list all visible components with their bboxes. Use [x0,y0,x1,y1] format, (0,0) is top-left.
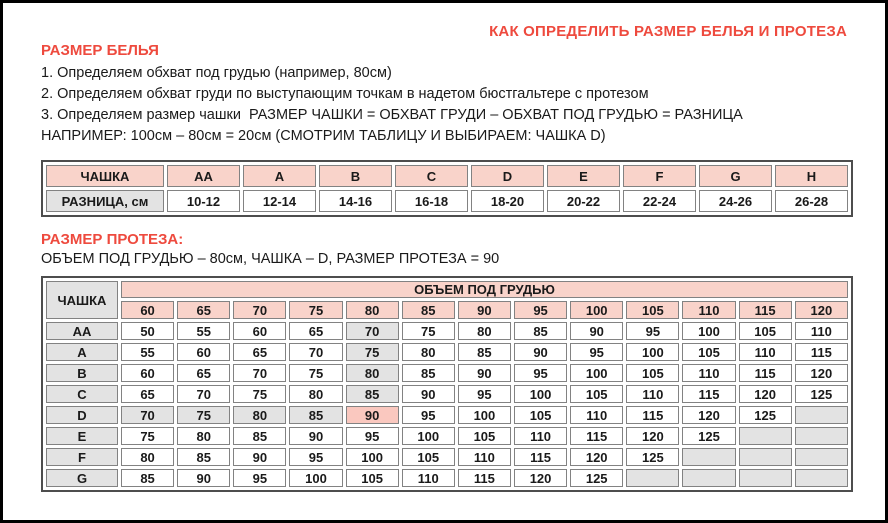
size-cell: 60 [177,343,230,361]
size-cell: 110 [795,322,848,340]
cup-header-cell: H [775,165,848,187]
size-cell: 70 [177,385,230,403]
difference-cell: 12-14 [243,190,316,212]
prosthesis-corner-label: ЧАШКА [46,281,118,319]
size-cell: 120 [626,427,679,445]
cup-row-label: G [46,469,118,487]
size-cell: 100 [402,427,455,445]
size-cell: 100 [346,448,399,466]
size-cell [739,427,792,445]
size-cell: 75 [402,322,455,340]
difference-cell: 20-22 [547,190,620,212]
cup-table-difference-row [46,190,848,212]
volume-header-cell: 105 [626,301,679,319]
instructions-list [41,63,847,147]
difference-row-label: РАЗНИЦА, см [46,190,164,212]
size-cell: 115 [570,427,623,445]
volume-header-cell: 80 [346,301,399,319]
size-cell: 125 [570,469,623,487]
cup-row-label: А [46,343,118,361]
size-cell: 110 [626,385,679,403]
size-cell: 90 [402,385,455,403]
size-cell: 100 [458,406,511,424]
size-cell: 95 [570,343,623,361]
size-cell: 105 [626,364,679,382]
size-cell: 105 [570,385,623,403]
size-cell: 120 [739,385,792,403]
size-cell: 65 [289,322,342,340]
size-cell: 80 [346,364,399,382]
size-cell: 90 [233,448,286,466]
size-cell: 110 [570,406,623,424]
underbust-span-header: ОБЪЕМ ПОД ГРУДЬЮ [121,281,848,298]
size-cell: 80 [121,448,174,466]
cup-row-label: E [46,427,118,445]
cup-header-cell: G [699,165,772,187]
size-cell [795,448,848,466]
size-cell: 90 [514,343,567,361]
size-cell: 125 [626,448,679,466]
size-cell [682,469,735,487]
size-cell: 115 [626,406,679,424]
size-cell: 100 [570,364,623,382]
cup-row-label: АА [46,322,118,340]
size-cell: 75 [289,364,342,382]
size-cell: 95 [626,322,679,340]
size-cell: 120 [570,448,623,466]
size-cell: 105 [402,448,455,466]
size-cell: 85 [458,343,511,361]
size-row-C [46,385,848,403]
volume-header-cell: 65 [177,301,230,319]
size-cell: 115 [514,448,567,466]
size-cell: 80 [177,427,230,445]
instruction-step-1: 1. Определяем обхват под грудью (например, 80см) [41,65,392,81]
size-cell: 125 [795,385,848,403]
cup-header-cell: F [623,165,696,187]
cup-header-cell: E [547,165,620,187]
size-cell: 100 [514,385,567,403]
volume-header-cell: 60 [121,301,174,319]
size-cell: 75 [346,343,399,361]
size-cell: 105 [739,322,792,340]
size-cell: 90 [458,364,511,382]
size-cell: 85 [233,427,286,445]
volume-header-cell: 100 [570,301,623,319]
instruction-step-2: 2. Определяем обхват груди по выступающим точкам в надетом бюстгальтере с протезом [41,86,649,102]
size-cell: 110 [402,469,455,487]
size-cell: 105 [514,406,567,424]
size-cell [739,469,792,487]
cup-header-cell: C [395,165,468,187]
size-cell: 85 [121,469,174,487]
volume-header-row [46,301,848,319]
size-cell: 55 [121,343,174,361]
size-cell: 80 [289,385,342,403]
difference-cell: 22-24 [623,190,696,212]
cup-size-table [41,160,853,217]
size-cell: 115 [739,364,792,382]
size-cell: 125 [739,406,792,424]
cup-row-label: D [46,406,118,424]
instruction-example: НАПРИМЕР: 100см – 80см = 20см (СМОТРИМ ТАБЛИЦУ И ВЫБИРАЕМ: ЧАШКА D) [41,128,606,144]
size-cell: 115 [682,385,735,403]
size-cell: 65 [177,364,230,382]
size-cell: 115 [458,469,511,487]
size-row-F [46,448,848,466]
volume-header-cell: 120 [795,301,848,319]
size-cell: 95 [402,406,455,424]
cup-header-cell: АА [167,165,240,187]
size-cell: 85 [346,385,399,403]
prosthesis-size-table [41,276,853,492]
size-cell: 85 [402,364,455,382]
difference-cell: 14-16 [319,190,392,212]
size-cell: 65 [233,343,286,361]
size-cell [626,469,679,487]
size-cell: 105 [682,343,735,361]
size-cell: 110 [458,448,511,466]
size-cell: 125 [682,427,735,445]
difference-cell: 24-26 [699,190,772,212]
size-cell: 110 [514,427,567,445]
size-cell: 110 [739,343,792,361]
cup-header-cell: B [319,165,392,187]
size-cell: 85 [514,322,567,340]
size-row-D [46,406,848,424]
size-cell: 105 [458,427,511,445]
size-cell: 70 [233,364,286,382]
size-row-E [46,427,848,445]
size-cell: 110 [682,364,735,382]
volume-header-cell: 90 [458,301,511,319]
size-cell: 90 [570,322,623,340]
size-cell: 85 [177,448,230,466]
prosthesis-table-top-header-row [46,281,848,298]
volume-header-cell: 75 [289,301,342,319]
size-cell: 70 [346,322,399,340]
size-cell: 65 [121,385,174,403]
size-cell: 120 [514,469,567,487]
instruction-step-3: 3. Определяем размер чашки РАЗМЕР ЧАШКИ = ОБХВАТ ГРУДИ – ОБХВАТ ПОД ГРУДЬЮ = РАЗНИЦА [41,107,743,123]
cup-header-cell: А [243,165,316,187]
cup-header-cell: D [471,165,544,187]
cup-row-label: F [46,448,118,466]
size-cell: 95 [346,427,399,445]
size-row-B [46,364,848,382]
difference-cell: 18-20 [471,190,544,212]
size-cell: 70 [121,406,174,424]
size-cell: 90 [177,469,230,487]
size-cell [682,448,735,466]
difference-cell: 16-18 [395,190,468,212]
size-cell: 100 [682,322,735,340]
volume-header-cell: 85 [402,301,455,319]
size-cell: 75 [121,427,174,445]
size-cell: 120 [682,406,735,424]
size-cell: 95 [514,364,567,382]
volume-header-cell: 70 [233,301,286,319]
cup-row-label: C [46,385,118,403]
size-cell: 120 [795,364,848,382]
prosthesis-example-line: ОБЪЕМ ПОД ГРУДЬЮ – 80см, ЧАШКА – D, РАЗМЕР ПРОТЕЗА = 90 [41,251,500,267]
size-cell: 90 [346,406,399,424]
size-cell: 50 [121,322,174,340]
page-title: КАК ОПРЕДЕЛИТЬ РАЗМЕР БЕЛЬЯ И ПРОТЕЗА [489,23,847,40]
size-cell: 55 [177,322,230,340]
lingerie-size-heading: РАЗМЕР БЕЛЬЯ [41,42,159,59]
volume-header-cell: 95 [514,301,567,319]
volume-header-cell: 110 [682,301,735,319]
size-cell: 95 [289,448,342,466]
size-cell: 95 [233,469,286,487]
size-cell: 80 [233,406,286,424]
difference-cell: 26-28 [775,190,848,212]
size-cell: 115 [795,343,848,361]
size-row-А [46,343,848,361]
size-cell [795,469,848,487]
cup-row-label: B [46,364,118,382]
cup-table-header-row [46,165,848,187]
size-cell: 60 [233,322,286,340]
size-cell [795,406,848,424]
size-cell: 85 [289,406,342,424]
size-cell [739,448,792,466]
size-cell: 60 [121,364,174,382]
size-cell [795,427,848,445]
size-cell: 100 [626,343,679,361]
size-cell: 95 [458,385,511,403]
size-cell: 105 [346,469,399,487]
prosthesis-table-body [46,281,848,487]
size-cell: 80 [402,343,455,361]
size-cell: 100 [289,469,342,487]
size-cell: 90 [289,427,342,445]
size-cell: 75 [177,406,230,424]
size-row-АА [46,322,848,340]
volume-header-cell: 115 [739,301,792,319]
cup-table-corner-label: ЧАШКА [46,165,164,187]
size-cell: 80 [458,322,511,340]
size-cell: 75 [233,385,286,403]
size-cell: 70 [289,343,342,361]
difference-cell: 10-12 [167,190,240,212]
prosthesis-size-heading: РАЗМЕР ПРОТЕЗА: [41,231,184,248]
size-row-G [46,469,848,487]
